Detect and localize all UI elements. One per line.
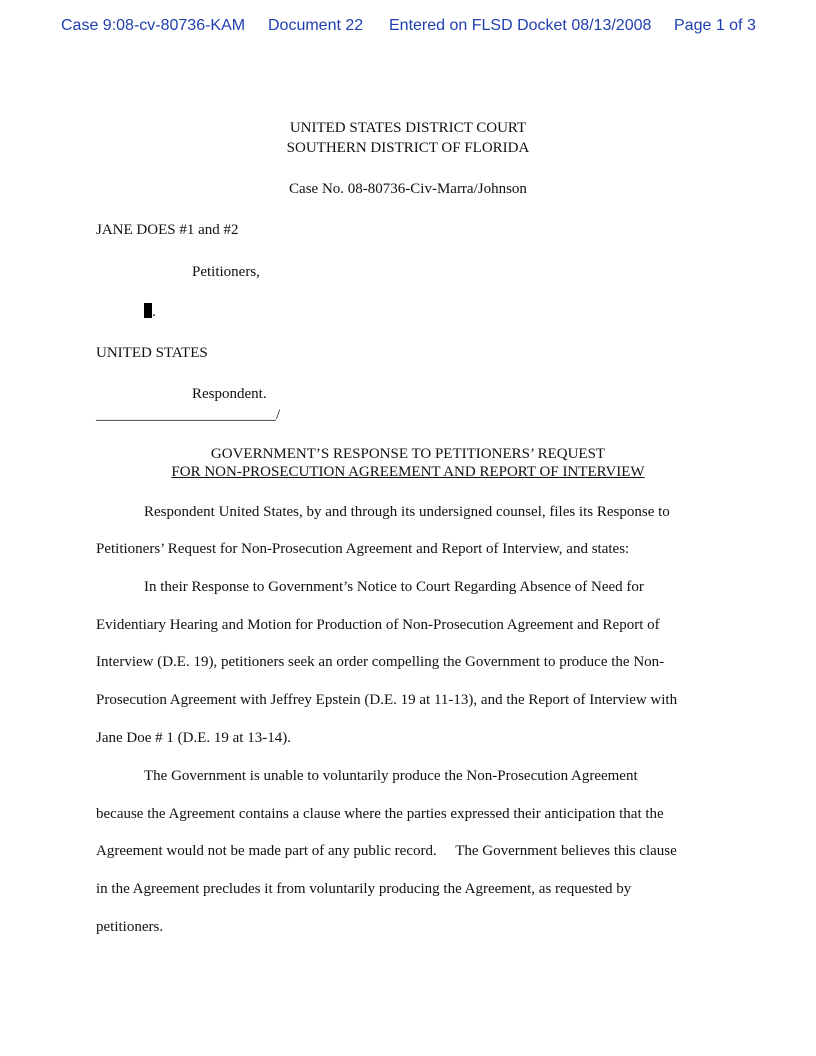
body-line: in the Agreement precludes it from voluntarily producing the Agreement, as requested by — [96, 881, 632, 897]
body-line: Respondent United States, by and through its undersigned counsel, files its Response to — [144, 504, 670, 520]
body-line: Agreement would not be made part of any public record. The Government believes this clause — [96, 843, 677, 859]
body-line: petitioners. — [96, 919, 164, 935]
body-line: because the Agreement contains a clause where the parties expressed their anticipation that the — [96, 806, 664, 822]
versus-line — [144, 302, 156, 322]
versus-period: . — [152, 304, 156, 320]
document-title-line2: FOR NON-PROSECUTION AGREEMENT AND REPORT OF INTERVIEW — [171, 464, 645, 480]
respondent-name: UNITED STATES — [96, 345, 208, 361]
header-entered-date: Entered on FLSD Docket 08/13/2008 — [389, 17, 652, 34]
redaction-block — [144, 303, 152, 318]
document-title-line1: GOVERNMENT’S RESPONSE TO PETITIONERS’ REQUEST — [210, 446, 606, 462]
body-line: In their Response to Government’s Notice to Court Regarding Absence of Need for — [144, 579, 644, 595]
petitioners-name: JANE DOES #1 and #2 — [96, 222, 239, 238]
body-line: Jane Doe # 1 (D.E. 19 at 13-14). — [96, 730, 291, 746]
header-case-number: Case 9:08-cv-80736-KAM — [61, 17, 246, 34]
body-line: Prosecution Agreement with Jeffrey Epstein (D.E. 19 at 11-13), and the Report of Interview with — [96, 692, 678, 708]
respondent-role: Respondent. — [192, 386, 267, 402]
case-number: Case No. 08-80736-Civ-Marra/Johnson — [289, 181, 527, 197]
header-page-number: Page 1 of 3 — [674, 17, 756, 34]
court-district: SOUTHERN DISTRICT OF FLORIDA — [286, 140, 530, 156]
court-name: UNITED STATES DISTRICT COURT — [289, 120, 527, 136]
body-line: Interview (D.E. 19), petitioners seek an order compelling the Government to produce the Non- — [96, 654, 665, 670]
body-line: Petitioners’ Request for Non-Prosecution Agreement and Report of Interview, and states: — [96, 541, 630, 557]
docket-header — [0, 17, 816, 39]
petitioners-role: Petitioners, — [192, 264, 260, 280]
body-line: The Government is unable to voluntarily produce the Non-Prosecution Agreement — [144, 768, 638, 784]
caption-separator: ________________________/ — [96, 407, 281, 423]
header-document-number: Document 22 — [268, 17, 364, 34]
body-line: Evidentiary Hearing and Motion for Production of Non-Prosecution Agreement and Report of — [96, 617, 660, 633]
